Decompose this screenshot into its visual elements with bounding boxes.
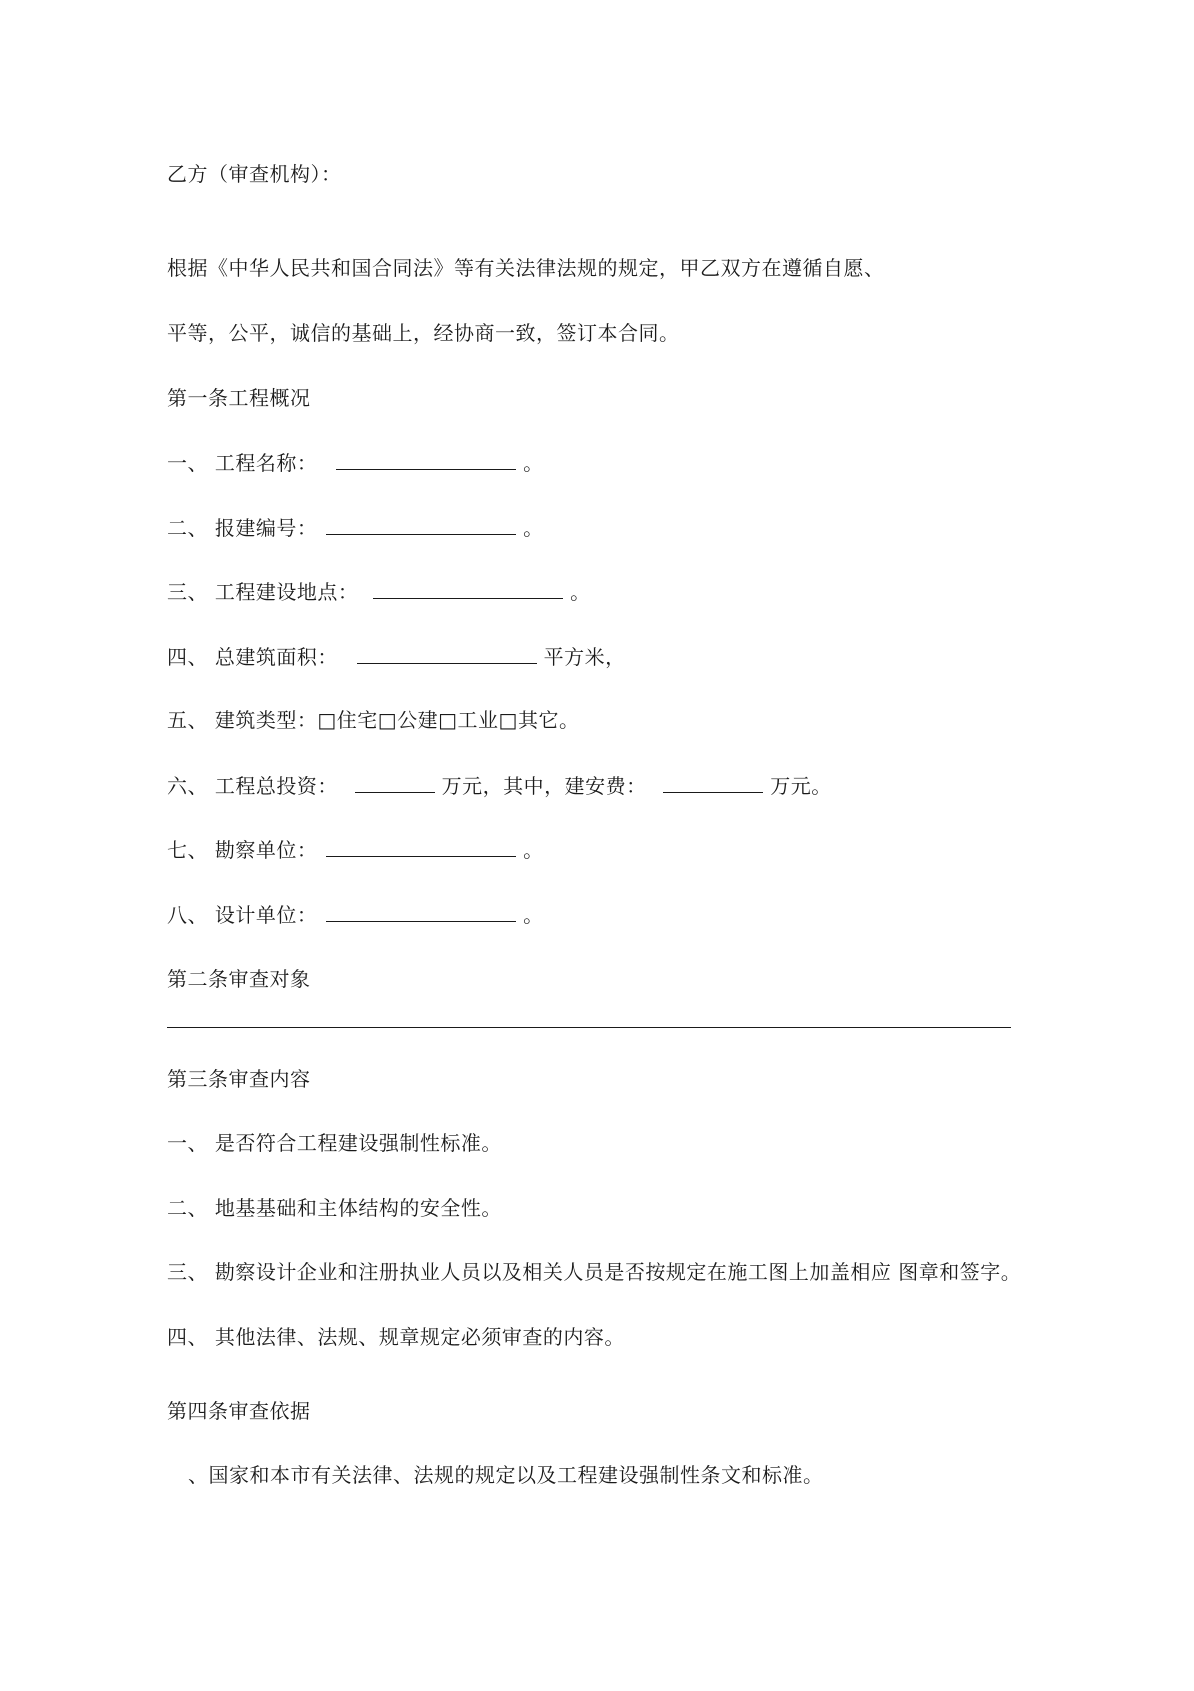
investment-label: 六、 工程总投资：	[167, 774, 338, 798]
total-area-field[interactable]	[357, 643, 537, 664]
review-item-3: 三、 勘察设计企业和注册执业人员以及相关人员是否按规定在施工图上加盖相应 图章和签字。	[167, 1260, 1022, 1284]
review-item-4: 四、 其他法律、法规、规章规定必须审查的内容。	[167, 1325, 625, 1349]
project-name-row	[167, 449, 544, 476]
basis-item-1: 、国家和本市有关法律、法规的规定以及工程建设强制性条文和标准。	[188, 1463, 824, 1487]
total-area-row	[167, 643, 626, 670]
intro-line-1: 根据《中华人民共和国合同法》等有关法律法规的规定，甲乙双方在遵循自愿、	[167, 256, 885, 280]
design-unit-label: 八、 设计单位：	[167, 903, 318, 927]
total-area-label: 四、 总建筑面积：	[167, 645, 338, 669]
building-type-options[interactable]: □住宅□公建□工业□其它。	[317, 708, 580, 732]
project-location-label: 三、 工程建设地点：	[167, 580, 359, 604]
intro-line-2: 平等，公平，诚信的基础上，经协商一致，签订本合同。	[167, 321, 680, 345]
survey-unit-field[interactable]	[326, 836, 516, 857]
investment-suffix: 万元。	[770, 774, 832, 798]
investment-row	[167, 772, 832, 799]
total-area-suffix: 平方米，	[543, 645, 626, 669]
project-location-field[interactable]	[373, 578, 563, 599]
article-2-title: 第二条审查对象	[167, 967, 311, 991]
permit-number-row	[167, 514, 544, 541]
building-type-row	[167, 707, 579, 733]
permit-number-suffix: 。	[523, 516, 544, 540]
article-3-title: 第三条审查内容	[167, 1067, 311, 1091]
building-type-label: 五、 建筑类型：	[167, 708, 318, 732]
review-object-field[interactable]	[167, 1027, 1011, 1028]
review-item-1: 一、 是否符合工程建设强制性标准。	[167, 1131, 502, 1155]
survey-unit-label: 七、 勘察单位：	[167, 838, 318, 862]
total-investment-field[interactable]	[355, 772, 435, 793]
project-name-label: 一、 工程名称：	[167, 451, 318, 475]
design-unit-suffix: 。	[523, 903, 544, 927]
construction-cost-field[interactable]	[663, 772, 763, 793]
survey-unit-row	[167, 836, 544, 863]
party-b-line: 乙方（审查机构）：	[167, 162, 342, 186]
article-4-title: 第四条审查依据	[167, 1399, 311, 1423]
permit-number-label: 二、 报建编号：	[167, 516, 318, 540]
article-1-title: 第一条工程概况	[167, 386, 311, 410]
survey-unit-suffix: 。	[523, 838, 544, 862]
design-unit-row	[167, 901, 544, 928]
investment-mid: 万元，其中，建安费：	[441, 774, 647, 798]
review-item-2: 二、 地基基础和主体结构的安全性。	[167, 1196, 502, 1220]
project-name-suffix: 。	[523, 451, 544, 475]
project-name-field[interactable]	[336, 449, 516, 470]
permit-number-field[interactable]	[326, 514, 516, 535]
design-unit-field[interactable]	[326, 901, 516, 922]
project-location-row	[167, 578, 591, 605]
project-location-suffix: 。	[570, 580, 591, 604]
